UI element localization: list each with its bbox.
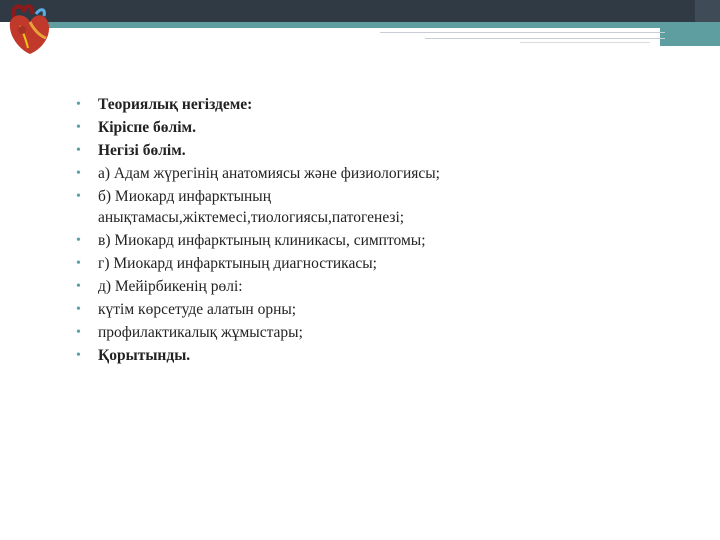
bullet-marker: • (76, 120, 81, 135)
bullet-marker: • (76, 233, 81, 248)
bullet-marker: • (76, 256, 81, 271)
bullet-list (72, 94, 542, 366)
list-item: • а) Адам жүрегінің анатомиясы және физиологиясы; (76, 165, 440, 182)
list-item: • д) Мейірбикенің рөлі: (76, 278, 243, 295)
bullet-marker: • (76, 348, 81, 363)
list-item: • б) Миокард инфарктының анықтамасы,жіктемесі,тиологиясы,патогенезі; (76, 188, 405, 226)
list-item: • в) Миокард инфарктының клиникасы, симптомы; (76, 232, 426, 249)
list-item: • Негізі бөлім. (76, 142, 186, 159)
list-item: • г) Миокард инфарктының диагностикасы; (76, 255, 377, 272)
teal-stripe-right (660, 28, 720, 46)
header-accent (695, 0, 720, 22)
list-item: • күтім көрсетуде алатын орны; (76, 301, 297, 318)
bullet-marker: • (76, 189, 81, 204)
bullet-marker: • (76, 302, 81, 317)
decorative-rule (520, 42, 650, 43)
header-band (0, 0, 720, 22)
bullet-marker: • (76, 97, 81, 112)
teal-stripe (48, 22, 720, 28)
list-item: • профилактикалық жұмыстары; (76, 324, 303, 341)
list-item: • Теориялық негіздеме: (76, 96, 253, 113)
heart-icon (0, 0, 60, 60)
bullet-marker: • (76, 166, 81, 181)
list-item: • Қорытынды. (76, 347, 191, 364)
bullet-marker: • (76, 143, 81, 158)
decorative-rule (380, 32, 665, 33)
slide-content (72, 94, 542, 368)
decorative-rule (425, 38, 665, 39)
bullet-marker: • (76, 325, 81, 340)
list-item: • Кіріспе бөлім. (76, 119, 196, 136)
bullet-marker: • (76, 279, 81, 294)
